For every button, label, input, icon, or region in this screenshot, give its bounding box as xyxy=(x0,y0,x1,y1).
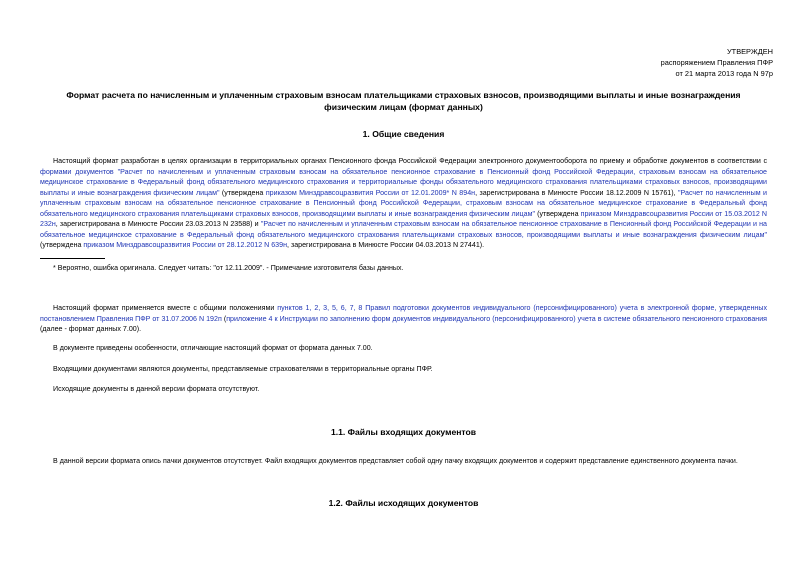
approval-line-date: от 21 марта 2013 года N 97р xyxy=(675,69,773,78)
text-span: Настоящий формат применяется вместе с общими положениями xyxy=(53,304,278,312)
text-span: Настоящий формат разработан в целях организации в территориальных органах Пенсионного фонда Российской Федерации электронного документооборота по приему и обработке документов в соответствии с xyxy=(53,157,767,165)
text-span: (утверждена xyxy=(40,241,84,249)
text-span: , зарегистрирована в Минюсте России 23.03.2013 N 23588) и xyxy=(55,220,261,228)
footnote-text: * Вероятно, ошибка оригинала. Следует читать: "от 12.11.2009". - Примечание изготовителя базы данных. xyxy=(53,264,404,272)
section-heading-incoming-files: 1.1. Файлы входящих документов xyxy=(330,427,477,437)
paragraph-outgoing-docs: Исходящие документы в данной версии формата отсутствуют. xyxy=(53,385,260,393)
link-order-232n[interactable]: приказом Минздравсоцразвития России от 15.03.2012 N 232н xyxy=(40,209,768,228)
section-heading-outgoing-files: 1.2. Файлы исходящих документов xyxy=(328,498,479,508)
text-span: ( xyxy=(221,314,227,323)
link-calculation-form-2[interactable]: "Расчет по начисленным и уплаченным страховым взносам на обязательное пенсионное страхование в Пенсионный фонд Российской Федерации, страховым взносам на обязательное медицинское страхование в Федеральный фонд обязательного медицинского страхования плательщиками страховых взносов, производящими выплаты и иные вознаграждения физическим лицам" xyxy=(40,188,767,218)
link-calculation-form-3[interactable]: "Расчет по начисленным и уплаченным страховым взносам на обязательное пенсионное страхование в Пенсионный фонд Российской Федерации и на обязательное медицинское страхование в Федеральный фонд обязательного медицинского страхования плательщиками страховых взносов, производящими выплаты и иные вознаграждения физическим лицам" xyxy=(40,220,767,239)
paragraph-incoming-docs: Входящими документами являются документы, представляемые страхователями в территориальные органы ПФР. xyxy=(53,365,433,373)
paragraph-purpose xyxy=(40,156,767,251)
text-span: (далее - формат данных 7.00). xyxy=(40,325,142,333)
approval-line-order: распоряжением Правления ПФР xyxy=(660,58,773,67)
text-span: , зарегистрирована в Минюсте России 04.03.2013 N 27441). xyxy=(287,241,485,249)
approval-block xyxy=(661,46,773,79)
paragraph-features: В документе приведены особенности, отличающие настоящий формат от формата данных 7.00. xyxy=(53,344,373,352)
link-instruction-appendix-4[interactable]: приложение 4 к Инструкции по заполнению форм документов индивидуального (персонифицированного) учета в системе обязательного пенсионного страхования xyxy=(226,314,768,323)
text-span: (утверждена xyxy=(535,209,581,218)
link-rules-points[interactable]: пунктов 1, 2, 3, 5, 6, 7, 8 Правил подготовки документов индивидуального (персонифицированного) учета в электронной форме, утвержденных постановлением Правления ПФР от 31.07.2006 N 192п xyxy=(40,304,767,323)
footnote-divider xyxy=(40,258,105,259)
link-order-639n[interactable]: приказом Минздравсоцразвития России от 28.12.2012 N 639н xyxy=(83,241,287,249)
document-title: Формат расчета по начисленным и уплаченным страховым взносам плательщиками страховых взносов, производящими выплаты и иные вознаграждения физическим лицам (формат данных) xyxy=(66,90,741,112)
link-order-894n[interactable]: приказом Минздравсоцразвития России от 12.01.2009* N 894н xyxy=(265,188,476,197)
section-heading-general: 1. Общие сведения xyxy=(362,129,445,139)
link-document-forms[interactable]: формами документов "Расчет по начисленным и уплаченным страховым взносам на обязательное пенсионное страхование в Пенсионный фонд Российской Федерации, страховым взносам на обязательное медицинское страхование в Федеральный фонд обязательного медицинского страхования и территориальные фонды обязательного медицинского страхования плательщиками страховых взносов, производящими выплаты и иные вознаграждения физическим лицам" xyxy=(40,167,767,197)
paragraph-application xyxy=(40,303,767,335)
approval-line-approved: УТВЕРЖДЕН xyxy=(726,47,773,56)
text-span: (утверждена xyxy=(219,188,266,197)
paragraph-incoming-files: В данной версии формата опись пачки документов отсутствует. Файл входящих документов представляет собой одну пачку входящих документов и содержит представление единственного документа пачки. xyxy=(53,457,738,465)
text-span: , зарегистрирована в Минюсте России 18.12.2009 N 15761), xyxy=(475,188,678,197)
